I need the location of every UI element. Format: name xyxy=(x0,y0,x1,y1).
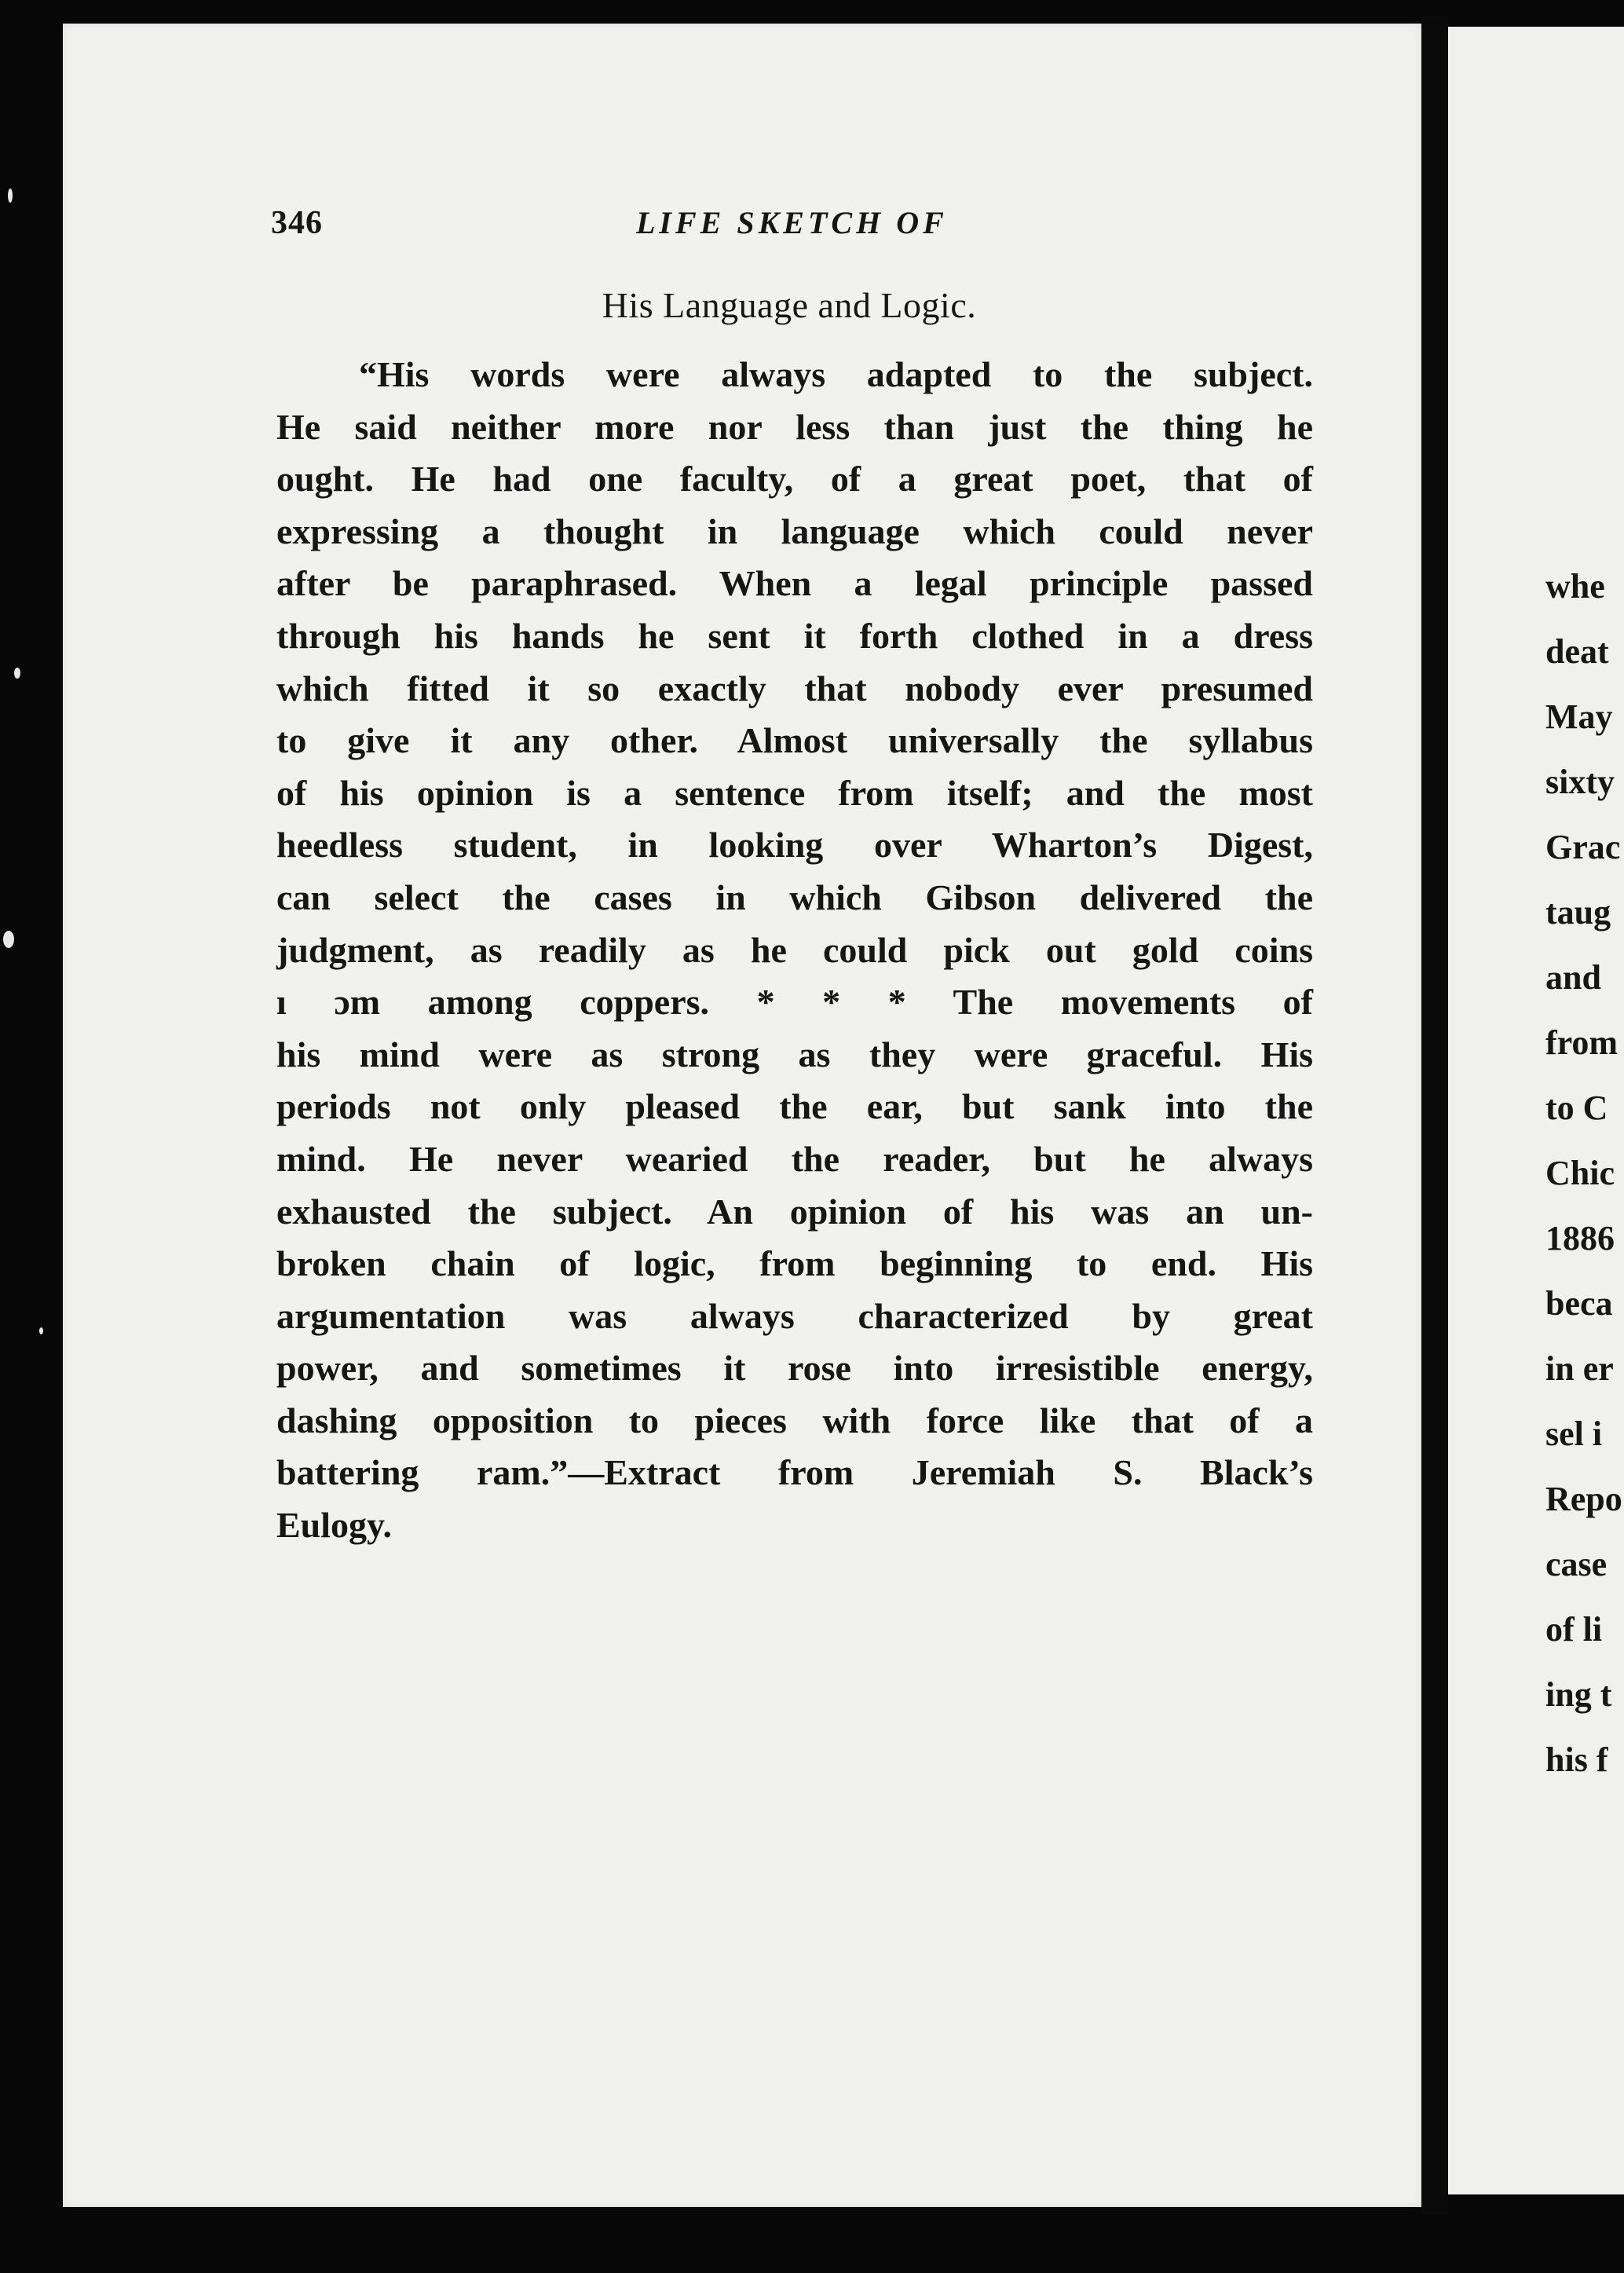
facing-page-line: taug xyxy=(1545,893,1611,932)
body-line: argumentation was always characterized by great xyxy=(276,1295,1313,1336)
facing-page-line: Chic xyxy=(1545,1154,1615,1192)
body-line: periods not only pleased the ear, but sank into the xyxy=(276,1086,1313,1127)
body-line-final: Eulogy. xyxy=(276,1505,393,1546)
body-line: ı ɔm among coppers. * * * The movements of xyxy=(276,982,1313,1023)
running-head xyxy=(271,204,1308,251)
facing-page-line: sixty xyxy=(1545,763,1615,801)
body-line: his mind were as strong as they were graceful. His xyxy=(276,1034,1313,1074)
facing-page-line: from xyxy=(1545,1023,1619,1062)
facing-page-line: Grac xyxy=(1545,828,1621,866)
facing-page-line: 1886 xyxy=(1545,1219,1615,1257)
body-line: dashing opposition to pieces with force like that of a xyxy=(276,1400,1313,1440)
scan-speck xyxy=(8,189,13,203)
section-heading: His Language and Logic. xyxy=(602,285,977,325)
facing-page-line: and xyxy=(1545,958,1601,997)
facing-page-line: whe xyxy=(1545,567,1605,606)
body-line: after be paraphrased. When a legal principle passed xyxy=(276,563,1313,604)
facing-page-line: May xyxy=(1545,697,1613,736)
facing-page-line: deat xyxy=(1545,632,1609,671)
facing-page-line: his f xyxy=(1545,1740,1608,1779)
body-line: exhausted the subject. An opinion of his was an un- xyxy=(276,1191,1313,1232)
facing-page-line: of li xyxy=(1545,1610,1603,1649)
body-paragraph xyxy=(276,349,1313,1552)
body-line: mind. He never wearied the reader, but he always xyxy=(276,1138,1313,1179)
page-number: 346 xyxy=(271,205,323,241)
body-line: He said neither more nor less than just the thing he xyxy=(276,406,1313,447)
body-line: heedless student, in looking over Wharton’s Digest, xyxy=(276,825,1313,866)
scan-speck xyxy=(14,668,20,679)
body-line: broken chain of logic, from beginning to end. His xyxy=(276,1243,1313,1284)
body-line: expressing a thought in language which could never xyxy=(276,511,1313,551)
body-line: power, and sometimes it rose into irresistible energy, xyxy=(276,1348,1313,1389)
facing-page-line: in er xyxy=(1545,1349,1614,1388)
body-line: judgment, as readily as he could pick out gold coins xyxy=(276,929,1313,970)
body-line: to give it any other. Almost universally the syllabus xyxy=(276,720,1313,761)
facing-page-line: beca xyxy=(1545,1284,1613,1323)
body-line: “His words were always adapted to the subject. xyxy=(359,354,1313,394)
book-gutter xyxy=(1421,16,1448,2215)
body-line: can select the cases in which Gibson delivered the xyxy=(276,877,1313,917)
body-line: battering ram.”—Extract from Jeremiah S. Black’s xyxy=(276,1452,1313,1493)
scan-speck xyxy=(39,1327,43,1334)
scan-speck xyxy=(3,931,14,948)
body-line: which fitted it so exactly that nobody ever presumed xyxy=(276,668,1313,708)
body-line: ought. He had one faculty, of a great poet, that of xyxy=(276,459,1313,500)
facing-page-text xyxy=(1545,554,1624,1792)
facing-page-line: sel i xyxy=(1545,1415,1603,1453)
body-line: through his hands he sent it forth clothed in a dress xyxy=(276,615,1313,656)
facing-page-line: Repo xyxy=(1545,1480,1622,1518)
running-title: LIFE SKETCH OF xyxy=(636,205,948,240)
body-line: of his opinion is a sentence from itself; and the most xyxy=(276,772,1313,813)
facing-page-line: case xyxy=(1545,1545,1608,1583)
facing-page-line: to C xyxy=(1545,1089,1608,1127)
facing-page-line: ing t xyxy=(1545,1675,1612,1714)
